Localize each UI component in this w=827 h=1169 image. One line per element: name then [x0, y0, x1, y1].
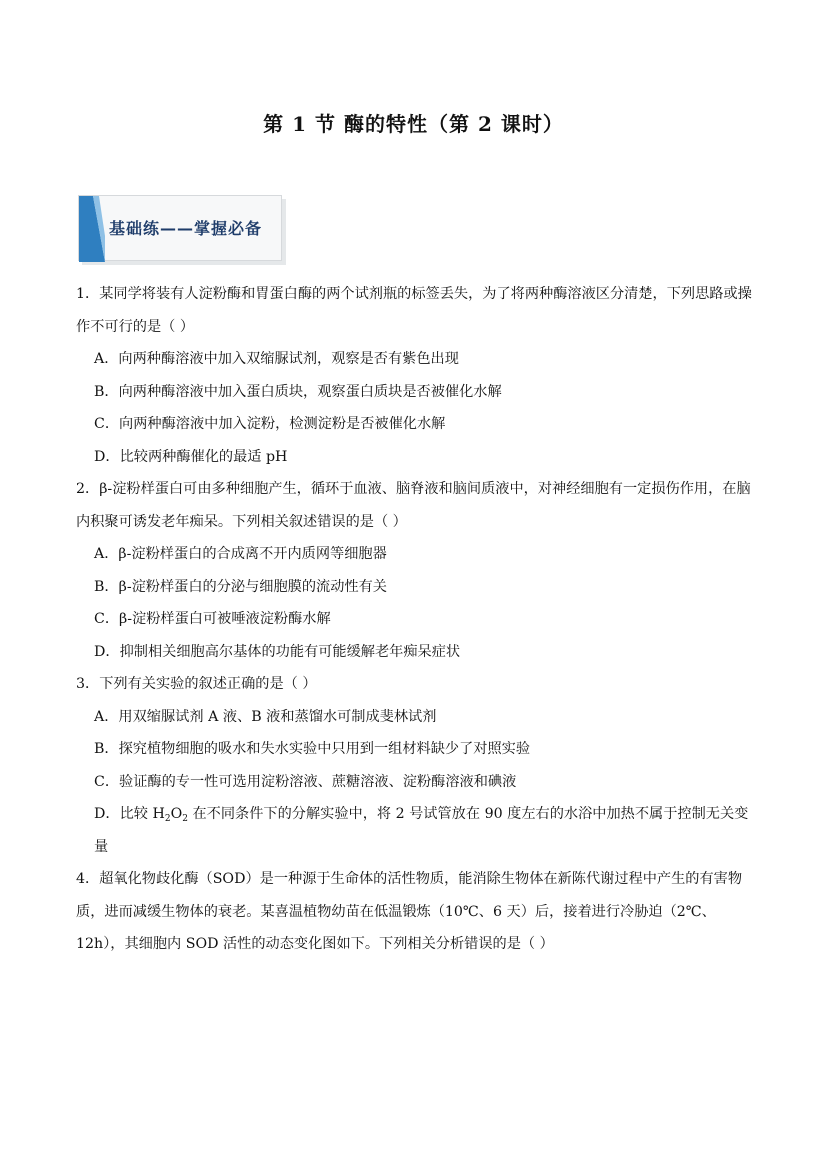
- question-1-option-b: B．向两种酶溶液中加入蛋白质块，观察蛋白质块是否被催化水解: [94, 383, 502, 400]
- question-2-option-c: C．β-淀粉样蛋白可被唾液淀粉酶水解: [94, 611, 331, 627]
- question-1-stem: 1．某同学将装有人淀粉酶和胃蛋白酶的两个试剂瓶的标签丢失，为了将两种酶溶液区分清楚，下列思路或操作不可行的是（ ）: [76, 286, 752, 335]
- question-3-option-a: A．用双缩脲试剂 A 液、B 液和蒸馏水可制成斐林试剂: [94, 708, 437, 725]
- question-2-option-b: B．β-淀粉样蛋白的分泌与细胞膜的流动性有关: [94, 578, 387, 595]
- option-d-mid: O: [170, 806, 183, 822]
- question-3-option-d: [76, 798, 756, 863]
- banner-box: [78, 195, 282, 261]
- question-2-option-d: D．抑制相关细胞高尔基体的功能有可能缓解老年痴呆症状: [94, 643, 461, 660]
- question-4-stem: 4．超氧化物歧化酶（SOD）是一种源于生命体的活性物质，能消除生物体在新陈代谢过程中产生的有害物质，进而减缓生物体的衰老。某喜温植物幼苗在低温锻炼（10℃、6 天）后，接着进行冷胁迫（2℃、12h），其细胞内 SOD 活性的动态变化图如下。下列相关分析错误的是（ ）: [76, 871, 743, 952]
- option-d-prefix: D．比较 H: [94, 806, 165, 822]
- question-1-option-d: D．比较两种酶催化的最适 pH: [94, 448, 288, 465]
- question-list: [76, 278, 756, 961]
- banner-text: 基础练——掌握必备: [109, 219, 263, 238]
- question-1-option-a: A．向两种酶溶液中加入双缩脲试剂，观察是否有紫色出现: [94, 351, 459, 367]
- question-3-option-b: B．探究植物细胞的吸水和失水实验中只用到一组材料缺少了对照实验: [94, 741, 531, 757]
- question-2-option-a: A．β-淀粉样蛋白的合成离不开内质网等细胞器: [94, 546, 387, 562]
- question-3-stem: 3．下列有关实验的叙述正确的是（ ）: [76, 676, 317, 692]
- question-2-stem: 2．β-淀粉样蛋白可由多种细胞产生，循环于血液、脑脊液和脑间质液中，对神经细胞有一定损伤作用，在脑内积聚可诱发老年痴呆。下列相关叙述错误的是（ ）: [76, 481, 751, 530]
- banner-stripe: [79, 196, 105, 262]
- question-3-option-c: C．验证酶的专一性可选用淀粉溶液、蔗糖溶液、淀粉酶溶液和碘液: [94, 773, 517, 790]
- question-1-option-c: C．向两种酶溶液中加入淀粉，检测淀粉是否被催化水解: [94, 416, 446, 432]
- section-banner: [78, 195, 286, 265]
- page-title: 第 1 节 酶的特性（第 2 课时）: [263, 112, 564, 136]
- subscript-2: 2: [164, 814, 171, 824]
- subscript-2: 2: [182, 814, 188, 824]
- option-d-suffix: 在不同条件下的分解实验中，将 2 号试管放在 90 度左右的水浴中加热不属于控制无关变量: [94, 806, 749, 855]
